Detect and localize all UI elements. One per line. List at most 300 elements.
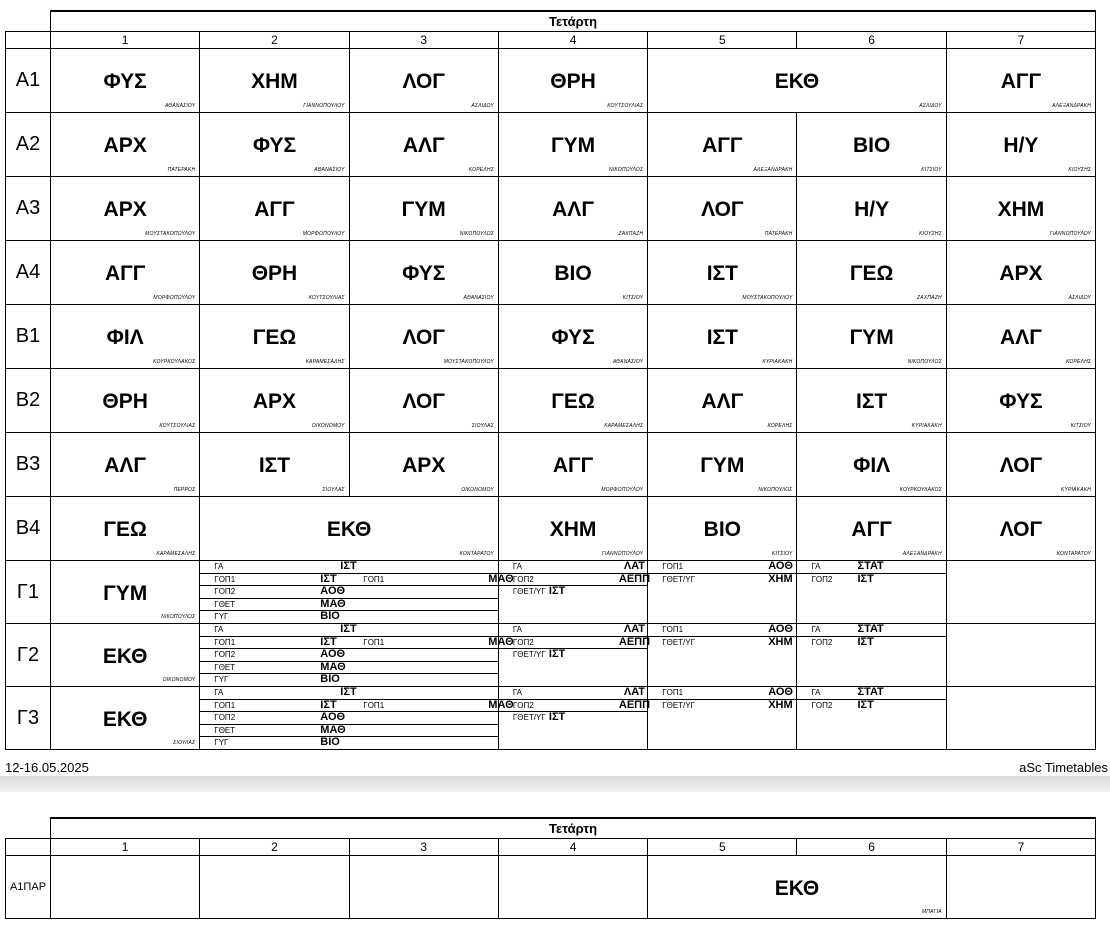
- teacher-name: ΑΘΑΝΑΣΙΟΥ: [612, 359, 644, 365]
- subject-code: ΓΥΜ: [401, 198, 446, 221]
- group-subject: ΙΣΤ: [857, 635, 874, 648]
- subject-code: ΑΛΓ: [701, 390, 744, 413]
- lesson-cell[interactable]: [946, 49, 1095, 113]
- group-cell[interactable]: [648, 624, 797, 687]
- lesson-cell[interactable]: [200, 433, 349, 497]
- subject-code: Η/Υ: [1003, 134, 1039, 157]
- lesson-cell[interactable]: [946, 305, 1095, 369]
- lesson-cell[interactable]: [797, 241, 946, 305]
- teacher-name: ΚΟΡΕΛΗΣ: [1066, 359, 1092, 365]
- lesson-cell[interactable]: [946, 369, 1095, 433]
- group-line: [499, 586, 647, 598]
- lesson-cell[interactable]: [498, 49, 647, 113]
- lesson-cell[interactable]: [648, 305, 797, 369]
- teacher-name: ΑΘΑΝΑΣΙΟΥ: [463, 295, 494, 301]
- lesson-cell[interactable]: [349, 369, 498, 433]
- subject-code: ΒΙΟ: [554, 262, 592, 285]
- footer-date: 12-16.05.2025: [5, 760, 89, 775]
- corner-cell: [6, 11, 51, 32]
- teacher-name: ΑΣΛΙΔΟΥ: [919, 103, 942, 109]
- teacher-name: ΑΘΑΝΑΣΙΟΥ: [164, 103, 196, 109]
- teacher-name: ΚΟΡΕΛΗΣ: [767, 423, 793, 429]
- teacher-name: ΜΠΑΓΙΑ: [921, 909, 942, 915]
- group-name: ΓΟΠ2: [512, 574, 534, 584]
- lesson-cell[interactable]: [51, 369, 200, 433]
- period-header: 7: [946, 839, 1095, 856]
- group-cell[interactable]: [498, 623, 651, 687]
- teacher-name: ΜΟΥΣΤΑΚΟΠΟΥΛΟΥ: [145, 231, 196, 237]
- group-subject: ΙΣΤ: [320, 698, 337, 711]
- group-line: [200, 635, 514, 650]
- lesson-cell[interactable]: [648, 49, 947, 113]
- subject-code: ΑΡΧ: [999, 262, 1043, 285]
- subject-code: ΧΗΜ: [997, 198, 1045, 221]
- class-label: Α2: [6, 113, 51, 177]
- lesson-cell[interactable]: [946, 497, 1095, 561]
- subject-code: ΑΡΧ: [252, 390, 297, 413]
- subject-code: ΓΕΩ: [849, 262, 894, 285]
- subject-code: ΓΥΜ: [700, 454, 745, 477]
- lesson-cell[interactable]: [797, 369, 946, 433]
- subject-code: ΓΕΩ: [252, 326, 297, 349]
- group-line: [200, 737, 498, 749]
- lesson-cell[interactable]: [51, 49, 200, 113]
- lesson-cell[interactable]: [200, 49, 349, 113]
- group-cell[interactable]: [648, 561, 797, 624]
- subject-code: ΓΥΜ: [550, 134, 596, 157]
- teacher-name: ΚΑΡΑΜΕΣΑΛΗΣ: [604, 423, 644, 429]
- subject-code: ΓΕΩ: [103, 518, 147, 541]
- group-subject: ΑΟΘ: [320, 585, 346, 597]
- group-subject: ΧΗΜ: [768, 698, 793, 711]
- group-name: ΓΑ: [512, 562, 522, 571]
- group-line: [648, 637, 796, 649]
- teacher-name: ΣΙΟΥΛΑΣ: [173, 740, 196, 746]
- period-header: 4: [498, 839, 647, 856]
- class-label: Γ2: [6, 624, 51, 687]
- class-label: Β3: [6, 433, 51, 497]
- group-name: ΓΟΠ2: [512, 637, 534, 647]
- teacher-name: ΖΑΧΠΑΖΗ: [917, 295, 942, 301]
- lesson-cell[interactable]: [946, 241, 1095, 305]
- subject-code: ΦΙΛ: [853, 454, 891, 477]
- lesson-cell[interactable]: [200, 305, 349, 369]
- group-name: ΓΟΠ1: [363, 574, 385, 584]
- lesson-cell[interactable]: [797, 497, 946, 561]
- group-line: [648, 561, 796, 574]
- subject-code: ΦΥΣ: [999, 390, 1043, 413]
- group-subject: ΙΣΤ: [320, 572, 337, 585]
- lesson-cell[interactable]: [498, 497, 647, 561]
- subject-code: ΕΚΘ: [774, 877, 820, 900]
- group-name: ΓΥΓ: [214, 675, 229, 684]
- subject-code: ΓΥΜ: [849, 326, 894, 349]
- subject-code: ΕΚΘ: [102, 708, 148, 731]
- teacher-name: ΚΟΥΤΣΟΥΛΙΑΣ: [159, 423, 196, 429]
- group-line: [797, 624, 945, 637]
- teacher-name: ΚΟΥΡΚΟΥΛΑΚΟΣ: [899, 487, 942, 493]
- group-name: ΓΘΕΤ/ΥΓ: [512, 650, 546, 659]
- subject-code: ΧΗΜ: [549, 518, 597, 541]
- group-line: [797, 637, 945, 649]
- group-line: [200, 674, 498, 686]
- lesson-cell[interactable]: [648, 856, 947, 919]
- group-cell[interactable]: [200, 560, 514, 624]
- subject-code: ΒΙΟ: [703, 518, 741, 541]
- group-name: ΓΟΠ2: [214, 587, 236, 596]
- group-name: ΓΟΠ2: [811, 700, 833, 710]
- group-name: ΓΟΠ1: [214, 574, 236, 584]
- teacher-name: ΜΟΥΣΤΑΚΟΠΟΥΛΟΥ: [443, 359, 494, 365]
- group-subject: ΙΣΤ: [340, 560, 357, 572]
- lesson-cell[interactable]: [200, 177, 349, 241]
- empty-cell: [946, 856, 1095, 919]
- group-line: [499, 687, 647, 700]
- subject-code: ΓΥΜ: [103, 582, 148, 605]
- group-name: ΓΟΠ2: [214, 650, 236, 659]
- teacher-name: ΚΟΥΤΣΟΥΛΙΑΣ: [308, 295, 345, 301]
- class-label: Β4: [6, 497, 51, 561]
- group-name: ΓΑ: [214, 562, 224, 571]
- teacher-name: ΓΙΑΝΝΟΠΟΥΛΟΥ: [601, 551, 644, 557]
- lesson-cell[interactable]: [498, 177, 647, 241]
- group-line: [200, 712, 498, 725]
- group-cell[interactable]: [498, 560, 651, 624]
- group-cell[interactable]: [200, 623, 514, 687]
- group-line: [200, 611, 498, 623]
- lesson-cell[interactable]: [498, 433, 647, 497]
- group-line: [797, 687, 945, 700]
- subject-code: ΛΟΓ: [402, 390, 445, 413]
- subject-code: ΒΙΟ: [852, 134, 891, 157]
- subject-code: Η/Υ: [854, 198, 890, 221]
- group-line: [200, 725, 498, 738]
- empty-cell: [51, 856, 200, 919]
- subject-code: ΑΡΧ: [103, 134, 147, 157]
- lesson-cell[interactable]: [200, 369, 349, 433]
- teacher-name: ΝΙΚΟΠΟΥΛΟΣ: [161, 614, 196, 620]
- day-header: Τετάρτη: [51, 11, 1096, 32]
- lesson-cell[interactable]: [51, 687, 200, 750]
- group-line: [200, 561, 498, 574]
- group-subject: ΙΣΤ: [340, 623, 357, 635]
- subject-code: ΦΥΣ: [103, 70, 147, 93]
- group-line: [797, 700, 945, 712]
- teacher-name: ΜΟΡΦΟΠΟΥΛΟΥ: [302, 231, 345, 237]
- group-name: ΓΟΠ1: [363, 700, 385, 710]
- period-header: 3: [349, 32, 498, 49]
- group-name: ΓΟΠ1: [214, 637, 236, 647]
- group-name: ΓΘΕΤ: [214, 725, 236, 735]
- lesson-cell[interactable]: [51, 177, 200, 241]
- group-line: [648, 574, 796, 586]
- lesson-cell[interactable]: [349, 433, 498, 497]
- subject-code: ΑΡΧ: [402, 454, 446, 477]
- empty-cell: [946, 624, 1095, 687]
- group-line: [499, 649, 647, 661]
- group-subject: ΛΑΤ: [623, 623, 645, 635]
- lesson-cell[interactable]: [648, 369, 797, 433]
- group-subject: ΧΗΜ: [768, 572, 793, 585]
- group-line: [200, 698, 514, 713]
- lesson-cell[interactable]: [200, 497, 499, 561]
- group-subject: ΑΟΘ: [768, 623, 793, 635]
- empty-cell: [498, 856, 647, 919]
- empty-cell: [946, 561, 1095, 624]
- group-subject: ΣΤΑΤ: [857, 623, 884, 635]
- group-subject: ΒΙΟ: [320, 610, 340, 622]
- teacher-name: ΚΥΡΙΑΚΑΚΗ: [1060, 487, 1092, 493]
- teacher-name: ΚΟΝΤΑΡΑΤΟΥ: [1056, 551, 1092, 557]
- group-name: ΓΘΕΤ/ΥΓ: [662, 574, 696, 584]
- teacher-name: ΑΣΛΙΔΟΥ: [1068, 295, 1092, 301]
- class-label: Β2: [6, 369, 51, 433]
- group-name: ΓΟΠ1: [214, 700, 236, 710]
- subject-code: ΘΡΗ: [251, 262, 298, 285]
- group-subject: ΙΣΤ: [857, 572, 874, 585]
- group-subject: ΑΟΘ: [320, 711, 346, 723]
- group-subject: ΑΕΠΠ: [618, 698, 651, 711]
- group-line: [797, 574, 945, 586]
- teacher-name: ΑΣΛΙΔΟΥ: [471, 103, 494, 109]
- subject-code: ΘΡΗ: [550, 70, 596, 93]
- subject-code: ΑΓΓ: [702, 134, 743, 157]
- teacher-name: ΚΙΤΣΙΟΥ: [1070, 423, 1092, 429]
- subject-code: ΑΓΓ: [1000, 70, 1042, 93]
- teacher-name: ΚΙΟΥΣΗΣ: [919, 231, 942, 237]
- teacher-name: ΜΟΡΦΟΠΟΥΛΟΥ: [153, 295, 196, 301]
- group-line: [797, 561, 945, 574]
- group-line: [499, 712, 647, 724]
- lesson-cell[interactable]: [349, 113, 498, 177]
- subject-code: ΦΥΣ: [402, 262, 446, 285]
- teacher-name: ΠΑΤΕΡΑΚΗ: [167, 167, 196, 173]
- lesson-cell[interactable]: [648, 497, 797, 561]
- lesson-cell[interactable]: [349, 49, 498, 113]
- teacher-name: ΝΙΚΟΠΟΥΛΟΣ: [609, 167, 644, 173]
- group-subject: ΣΤΑΤ: [857, 686, 884, 698]
- group-line: [648, 700, 796, 712]
- group-subject: ΜΑΘ: [488, 572, 514, 585]
- subject-code: ΕΚΘ: [326, 518, 372, 541]
- lesson-cell[interactable]: [349, 177, 498, 241]
- footer-brand: aSc Timetables: [1019, 760, 1108, 775]
- lesson-cell[interactable]: [648, 241, 797, 305]
- group-line: [200, 599, 498, 612]
- lesson-cell[interactable]: [946, 113, 1095, 177]
- period-header: 1: [51, 839, 200, 856]
- lesson-cell[interactable]: [797, 177, 946, 241]
- group-cell[interactable]: [648, 687, 797, 750]
- group-cell[interactable]: [797, 624, 946, 687]
- group-line: [200, 687, 498, 700]
- teacher-name: ΚΙΤΣΙΟΥ: [921, 167, 942, 173]
- corner-cell: [6, 839, 51, 856]
- subject-code: ΑΓΓ: [552, 454, 594, 477]
- group-cell[interactable]: [200, 686, 514, 750]
- lesson-cell[interactable]: [797, 305, 946, 369]
- lesson-cell[interactable]: [51, 624, 200, 687]
- group-subject: ΒΙΟ: [320, 736, 340, 748]
- subject-code: ΑΡΧ: [103, 198, 147, 221]
- period-header: 4: [498, 32, 647, 49]
- group-subject: ΑΕΠΠ: [618, 572, 651, 585]
- period-header: 2: [200, 839, 349, 856]
- teacher-name: ΝΙΚΟΠΟΥΛΟΣ: [758, 487, 793, 493]
- group-name: ΓΟΠ2: [512, 700, 534, 710]
- lesson-cell[interactable]: [946, 433, 1095, 497]
- subject-code: ΕΚΘ: [102, 645, 148, 668]
- group-line: [499, 561, 647, 574]
- teacher-name: ΑΛΕΞΑΝΔΡΑΚΗ: [1052, 103, 1092, 109]
- lesson-cell[interactable]: [648, 433, 797, 497]
- subject-code: ΘΡΗ: [102, 390, 148, 413]
- teacher-name: ΚΙΤΣΙΟΥ: [622, 295, 644, 301]
- group-name: ΓΑ: [811, 625, 821, 634]
- subject-code: ΙΣΤ: [706, 262, 738, 285]
- lesson-cell[interactable]: [51, 433, 200, 497]
- group-subject: ΜΑΘ: [320, 597, 346, 610]
- group-name: ΓΘΕΤ: [214, 662, 236, 672]
- subject-code: ΙΣΤ: [706, 326, 738, 349]
- group-name: ΓΟΠ2: [214, 713, 236, 722]
- group-cell[interactable]: [498, 686, 651, 750]
- group-name: ΓΑ: [512, 688, 522, 697]
- group-subject: ΜΑΘ: [320, 660, 346, 673]
- group-name: ΓΟΠ1: [662, 625, 684, 634]
- group-name: ΓΑ: [811, 688, 821, 697]
- group-line: [200, 572, 514, 587]
- teacher-name: ΝΙΚΟΠΟΥΛΟΣ: [907, 359, 942, 365]
- subject-code: ΛΟΓ: [999, 454, 1043, 477]
- subject-code: ΧΗΜ: [251, 70, 298, 93]
- teacher-name: ΓΙΑΝΝΟΠΟΥΛΟΥ: [1049, 231, 1092, 237]
- class-label: Α3: [6, 177, 51, 241]
- subject-code: ΑΛΓ: [402, 134, 445, 157]
- group-subject: ΛΑΤ: [623, 686, 645, 698]
- group-subject: ΜΑΘ: [488, 698, 514, 711]
- teacher-name: ΣΙΟΥΛΑΣ: [471, 423, 494, 429]
- lesson-cell[interactable]: [797, 433, 946, 497]
- subject-code: ΦΙΛ: [106, 326, 144, 349]
- lesson-cell[interactable]: [51, 305, 200, 369]
- group-subject: ΙΣΤ: [548, 648, 566, 660]
- teacher-name: ΚΙΤΣΙΟΥ: [771, 551, 793, 557]
- period-header: 7: [946, 32, 1095, 49]
- teacher-name: ΚΟΝΤΑΡΑΤΟΥ: [459, 551, 494, 557]
- group-subject: ΛΑΤ: [623, 560, 645, 572]
- subject-code: ΓΕΩ: [551, 390, 595, 413]
- subject-code: ΙΣΤ: [856, 390, 888, 413]
- group-name: ΓΑ: [811, 562, 821, 571]
- group-subject: ΒΙΟ: [320, 673, 340, 685]
- lesson-cell[interactable]: [946, 177, 1095, 241]
- subject-code: ΑΓΓ: [254, 198, 295, 221]
- teacher-name: ΟΙΚΟΝΟΜΟΥ: [311, 423, 345, 429]
- group-subject: ΑΕΠΠ: [618, 635, 651, 648]
- group-subject: ΑΟΘ: [768, 686, 793, 698]
- group-name: ΓΘΕΤ/ΥΓ: [512, 587, 546, 596]
- teacher-name: ΖΑΧΠΑΖΗ: [618, 231, 644, 237]
- lesson-cell[interactable]: [51, 561, 200, 624]
- teacher-name: ΚΟΥΤΣΟΥΛΙΑΣ: [607, 103, 644, 109]
- lesson-cell[interactable]: [200, 241, 349, 305]
- teacher-name: ΑΛΕΞΑΝΔΡΑΚΗ: [902, 551, 942, 557]
- class-label: Α4: [6, 241, 51, 305]
- lesson-cell[interactable]: [349, 305, 498, 369]
- empty-cell: [946, 687, 1095, 750]
- period-header: 3: [349, 839, 498, 856]
- group-cell[interactable]: [797, 561, 946, 624]
- group-name: ΓΟΠ2: [811, 574, 833, 584]
- group-name: ΓΘΕΤ/ΥΓ: [512, 713, 546, 722]
- lesson-cell[interactable]: [51, 113, 200, 177]
- group-name: ΓΘΕΤ/ΥΓ: [662, 637, 696, 647]
- lesson-cell[interactable]: [51, 241, 200, 305]
- group-name: ΓΟΠ1: [662, 562, 684, 571]
- group-subject: ΑΟΘ: [320, 648, 346, 660]
- subject-code: ΑΓΓ: [104, 262, 146, 285]
- lesson-cell[interactable]: [648, 177, 797, 241]
- period-header: 6: [797, 32, 946, 49]
- group-name: ΓΥΓ: [214, 738, 229, 747]
- lesson-cell[interactable]: [498, 369, 647, 433]
- lesson-cell[interactable]: [498, 305, 647, 369]
- lesson-cell[interactable]: [51, 497, 200, 561]
- lesson-cell[interactable]: [797, 113, 946, 177]
- group-line: [648, 624, 796, 637]
- teacher-name: ΚΑΡΑΜΕΣΑΛΗΣ: [156, 551, 196, 557]
- teacher-name: ΠΑΤΕΡΑΚΗ: [764, 231, 793, 237]
- teacher-name: ΝΙΚΟΠΟΥΛΟΣ: [459, 231, 494, 237]
- group-name: ΓΘΕΤ/ΥΓ: [662, 700, 696, 710]
- class-label: Γ3: [6, 687, 51, 750]
- teacher-name: ΚΟΡΕΛΗΣ: [468, 167, 494, 173]
- group-name: ΓΥΓ: [214, 612, 229, 621]
- group-name: ΓΟΠ1: [363, 637, 385, 647]
- teacher-name: ΑΛΕΞΑΝΔΡΑΚΗ: [753, 167, 793, 173]
- subject-code: ΕΚΘ: [774, 70, 820, 93]
- group-name: ΓΑ: [214, 625, 224, 634]
- group-name: ΓΘΕΤ: [214, 599, 236, 609]
- group-subject: ΙΣΤ: [548, 711, 566, 723]
- lesson-cell[interactable]: [200, 113, 349, 177]
- group-subject: ΑΟΘ: [768, 560, 793, 572]
- empty-cell: [200, 856, 349, 919]
- period-header: 5: [648, 839, 797, 856]
- subject-code: ΑΓΓ: [851, 518, 892, 541]
- subject-code: ΛΟΓ: [402, 326, 445, 349]
- group-name: ΓΑ: [214, 688, 224, 697]
- group-cell[interactable]: [797, 687, 946, 750]
- lesson-cell[interactable]: [498, 113, 647, 177]
- lesson-cell[interactable]: [498, 241, 647, 305]
- day-header: Τετάρτη: [51, 818, 1096, 839]
- teacher-name: ΟΙΚΟΝΟΜΟΥ: [162, 677, 196, 683]
- subject-code: ΙΣΤ: [258, 454, 291, 477]
- lesson-cell[interactable]: [648, 113, 797, 177]
- class-label: Β1: [6, 305, 51, 369]
- lesson-cell[interactable]: [349, 241, 498, 305]
- subject-code: ΑΛΓ: [104, 454, 147, 477]
- teacher-name: ΠΕΡΡΟΣ: [173, 487, 196, 493]
- teacher-name: ΚΑΡΑΜΕΣΑΛΗΣ: [305, 359, 345, 365]
- group-subject: ΜΑΘ: [320, 723, 346, 736]
- period-header: 6: [797, 839, 946, 856]
- group-subject: ΙΣΤ: [340, 686, 357, 698]
- subject-code: ΛΟΓ: [701, 198, 744, 221]
- corner-cell: [6, 32, 51, 49]
